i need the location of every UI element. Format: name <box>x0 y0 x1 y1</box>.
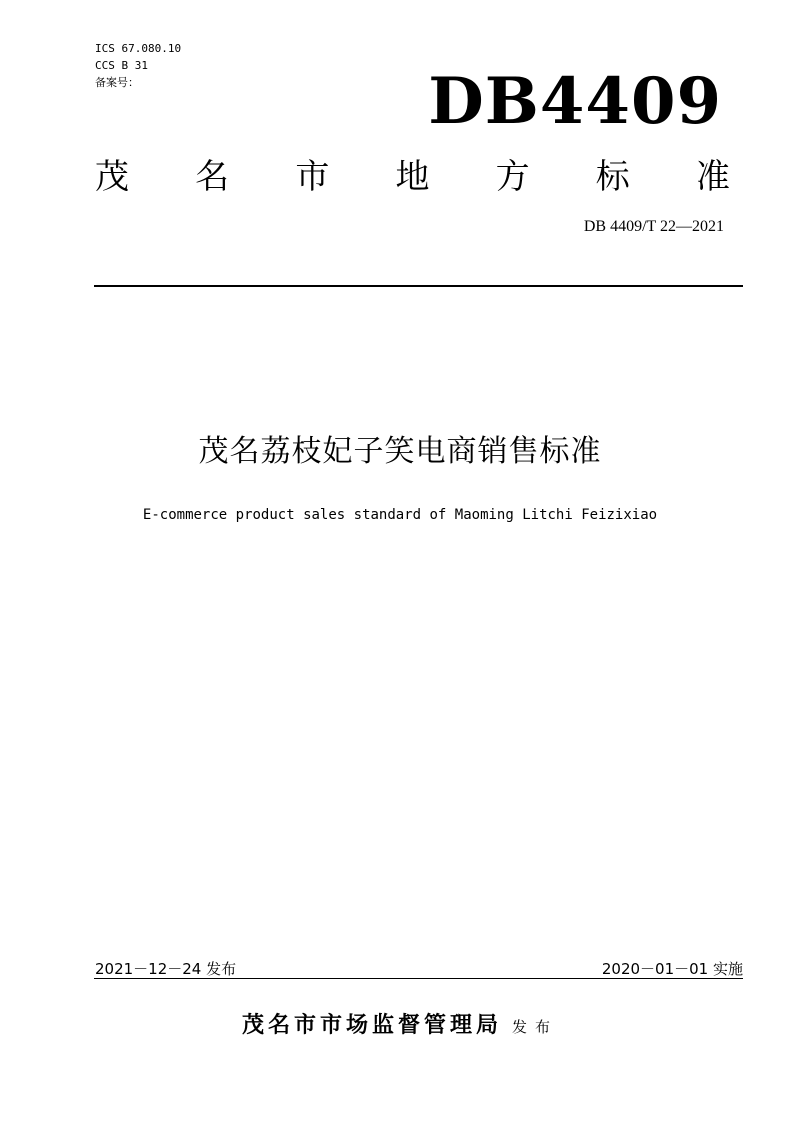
issue-date: 2021－12－24 发布 <box>95 960 237 978</box>
standard-level-char: 茂 <box>95 157 129 197</box>
implementation-date: 2020－01－01 实施 <box>601 960 743 978</box>
standard-number: DB 4409/T 22—2021 <box>583 218 724 235</box>
standard-level-char: 标 <box>595 157 630 197</box>
document-title-english: E-commerce product sales standard of Maoming Litchi Feizixiao <box>142 507 658 523</box>
issuer-name: 茂名市市场监督管理局 <box>241 1013 502 1038</box>
header-divider <box>94 285 743 287</box>
document-title-chinese: 茂名荔枝妃子笑电商销售标准 <box>198 434 602 469</box>
db-code-logo: DB4409 <box>428 64 722 139</box>
standard-level-title <box>95 152 730 202</box>
standard-level-char: 方 <box>495 157 530 197</box>
filing-number: 备案号： <box>95 76 139 89</box>
standard-level-char: 名 <box>195 157 230 197</box>
ccs-code: CCS B 31 <box>95 59 148 72</box>
standard-level-char: 市 <box>295 157 330 197</box>
footer-divider <box>94 978 743 979</box>
issuing-authority <box>0 1008 800 1045</box>
issuer-action: 发布 <box>512 1018 559 1036</box>
standard-level-char: 地 <box>395 157 430 197</box>
ics-code: ICS 67.080.10 <box>95 42 182 55</box>
standard-level-char: 准 <box>695 157 730 197</box>
